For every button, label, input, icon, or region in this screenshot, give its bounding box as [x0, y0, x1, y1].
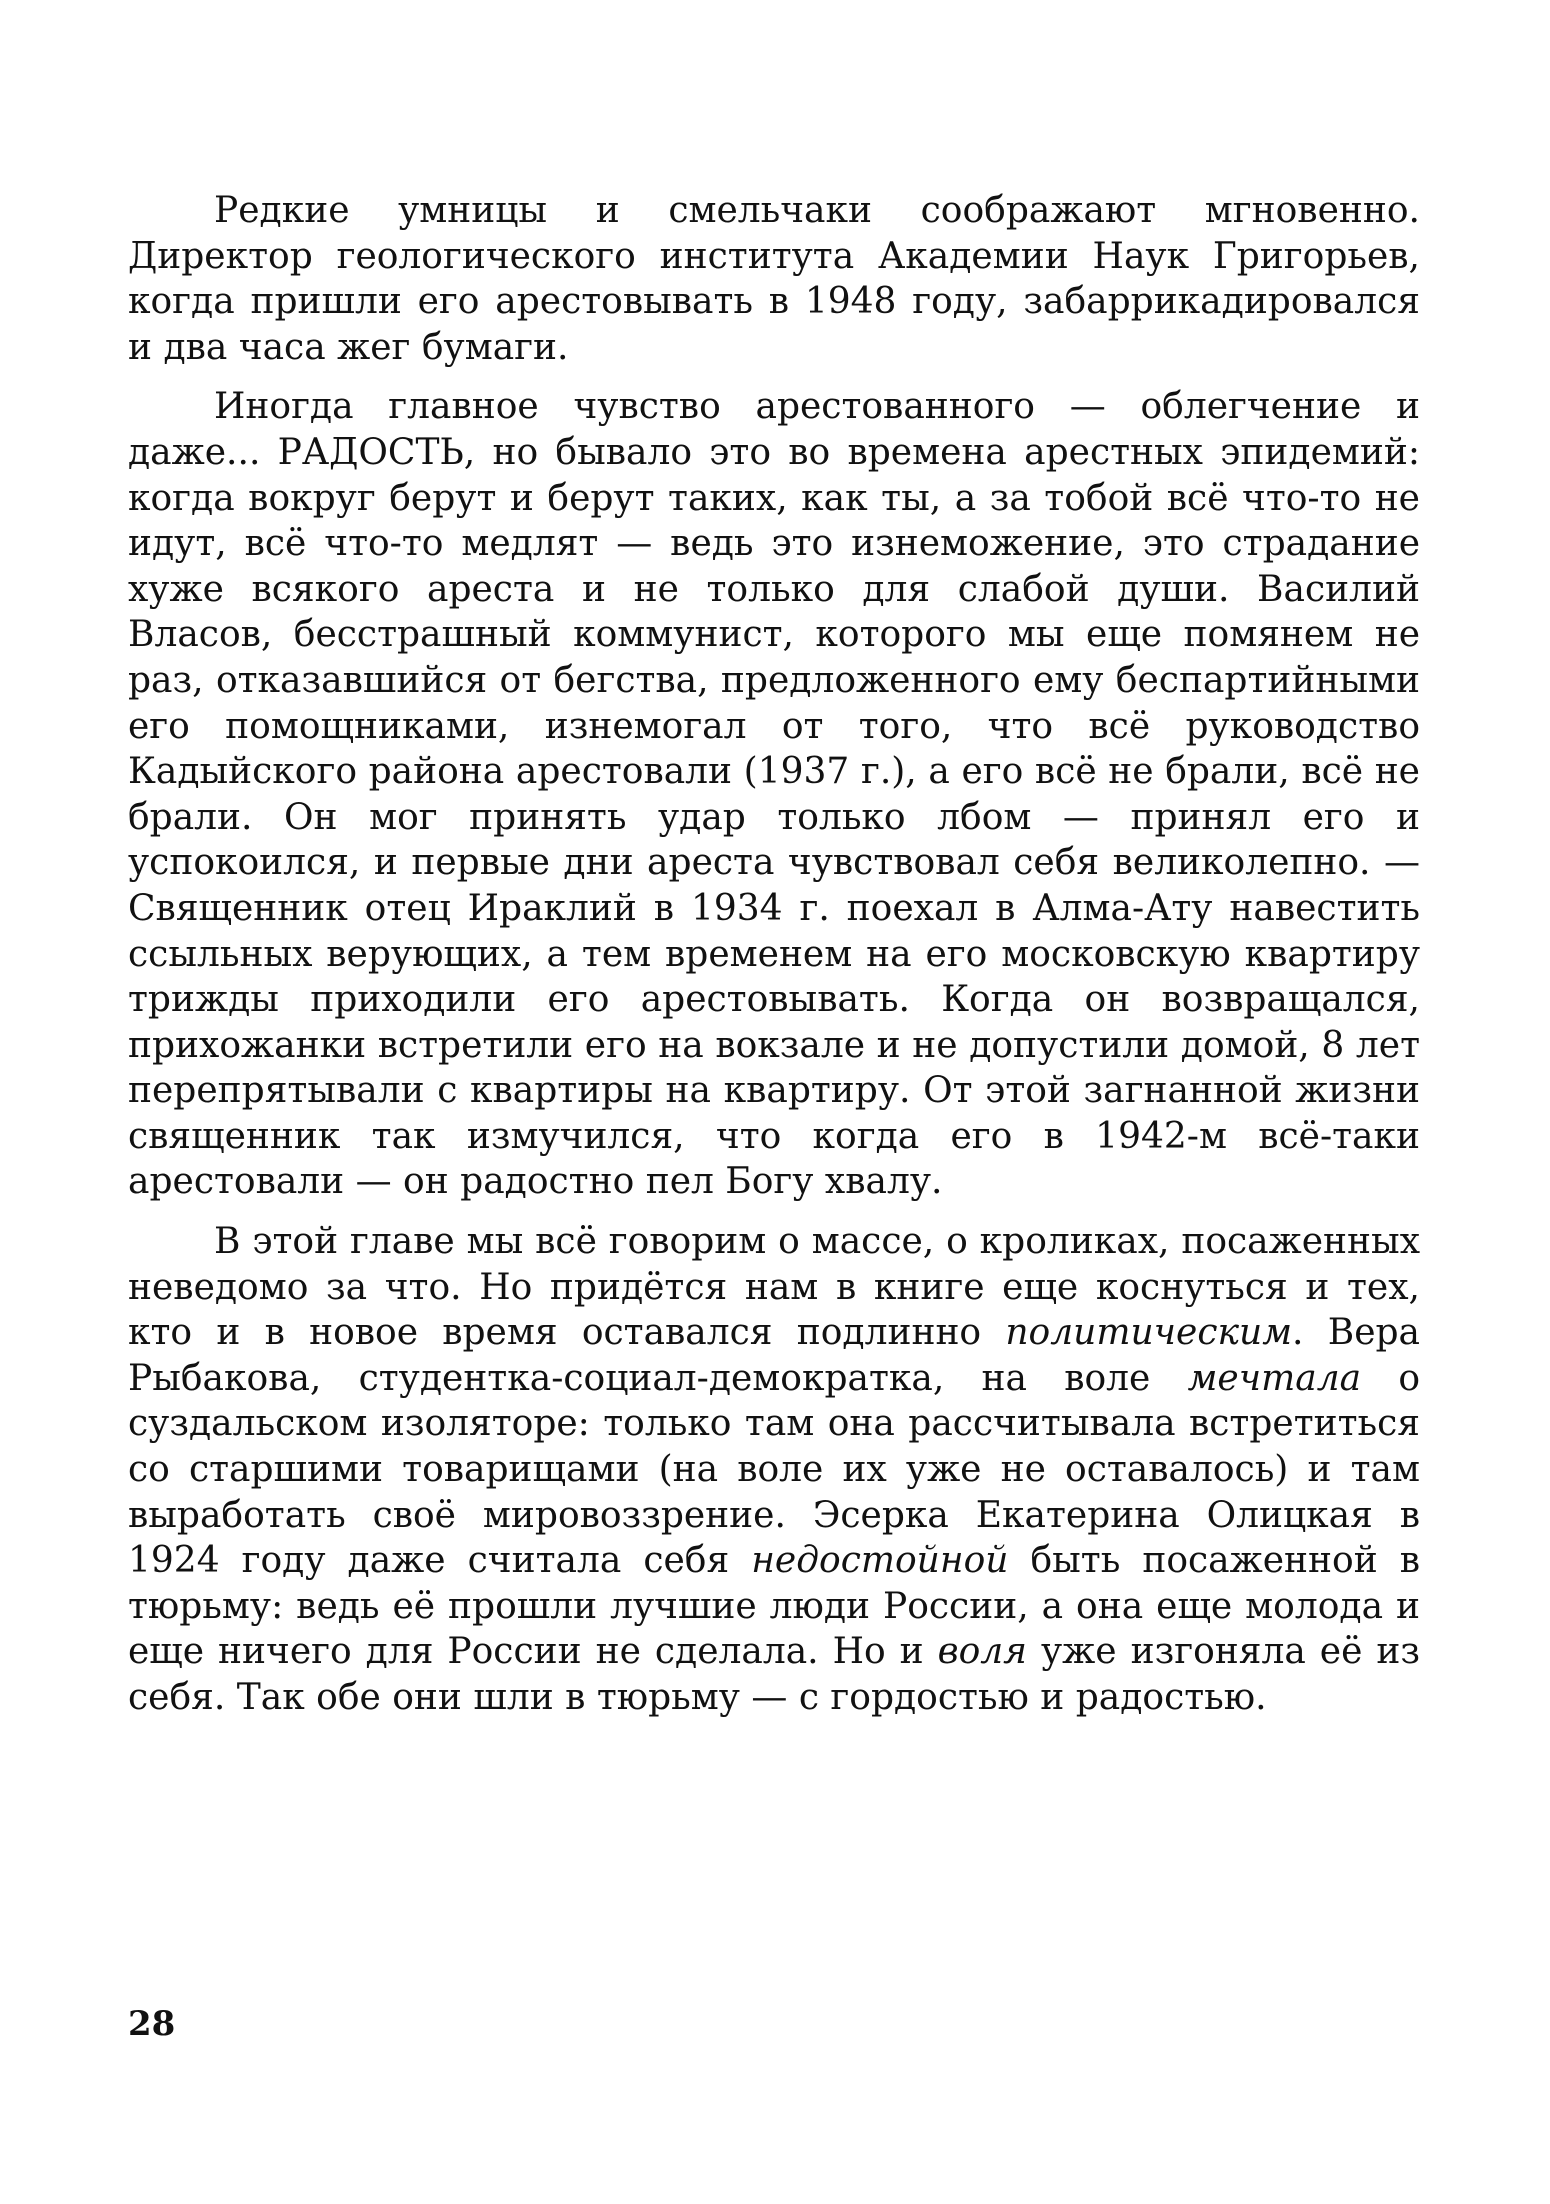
italic-word-volya: воля	[937, 1631, 1028, 1673]
italic-word-nedostoynoy: недостойной	[751, 1540, 1009, 1582]
paragraph-1	[128, 188, 1420, 370]
paragraph-1-text: Редкие умницы и смельчаки соображают мгновенно. Директор геологического института Академии Наук Григорьев, когда пришли его арестовывать в 1948 году, забаррикадировался и два часа жег бумаги.	[128, 190, 1420, 368]
page-number: 28	[128, 2004, 176, 2044]
paragraph-3-text-part-4: быть посаженной в тюрьму: ведь её прошли лучшие люди России, а она еще молода и еще ничего для России не сделала. Но и	[128, 1540, 1420, 1673]
paragraph-3	[128, 1219, 1420, 1721]
italic-word-mechtala: мечтала	[1187, 1357, 1362, 1399]
paragraph-3-text-part-3: о суздальском изоляторе: только там она рассчитывала встретиться со старшими товарищами (на воле их уже не оставалось) и там выработать своё мировоззрение. Эсерка Екатерина Олицкая в 1924 году даже считала себя	[128, 1357, 1420, 1582]
paragraph-2	[128, 384, 1420, 1205]
paragraph-3-text-part-5: уже изгоняла её из себя. Так обе они шли в тюрьму — с гордостью и радостью.	[128, 1631, 1420, 1718]
paragraph-3-text-part-2: . Вера Рыбакова, студентка-социал-демократка, на воле	[128, 1312, 1421, 1399]
body-text	[128, 188, 1420, 1721]
paragraph-2-text: Иногда главное чувство арестованного — облегчение и даже... РАДОСТЬ, но бывало это во времена арестных эпидемий: когда вокруг берут и берут таких, как ты, а за тобой всё что-то не идут, всё что-то медлят — ведь это изнеможение, это страдание хуже всякого ареста и не только для слабой души. Василий Власов, бесстрашный коммунист, которого мы еще помянем не раз, отказавшийся от бегства, предложенного ему беспартийными его помощниками, изнемогал от того, что всё руководство Кадыйского района арестовали (1937 г.), а его всё не брали, всё не брали. Он мог принять удар только лбом — принял его и успокоился, и первые дни ареста чувствовал себя великолепно. — Священник отец Ираклий в 1934 г. поехал в Алма-Ату навестить ссыльных верующих, а тем временем на его московскую квартиру трижды приходили его арестовывать. Когда он возвращался, прихожанки встретили его на вокзале и не допустили домой, 8 лет перепрятывали с квартиры на квартиру. От этой загнанной жизни священник так измучился, что когда его в 1942-м всё-таки арестовали — он радостно пел Богу хвалу.	[128, 386, 1420, 1203]
italic-word-politicheskim: политическим	[1005, 1312, 1293, 1354]
paragraph-3-text-part-1: В этой главе мы всё говорим о массе, о кроликах, посаженных неведомо за что. Но придётся нам в книге еще коснуться и тех, кто и в новое время оставался подлинно	[128, 1221, 1420, 1354]
